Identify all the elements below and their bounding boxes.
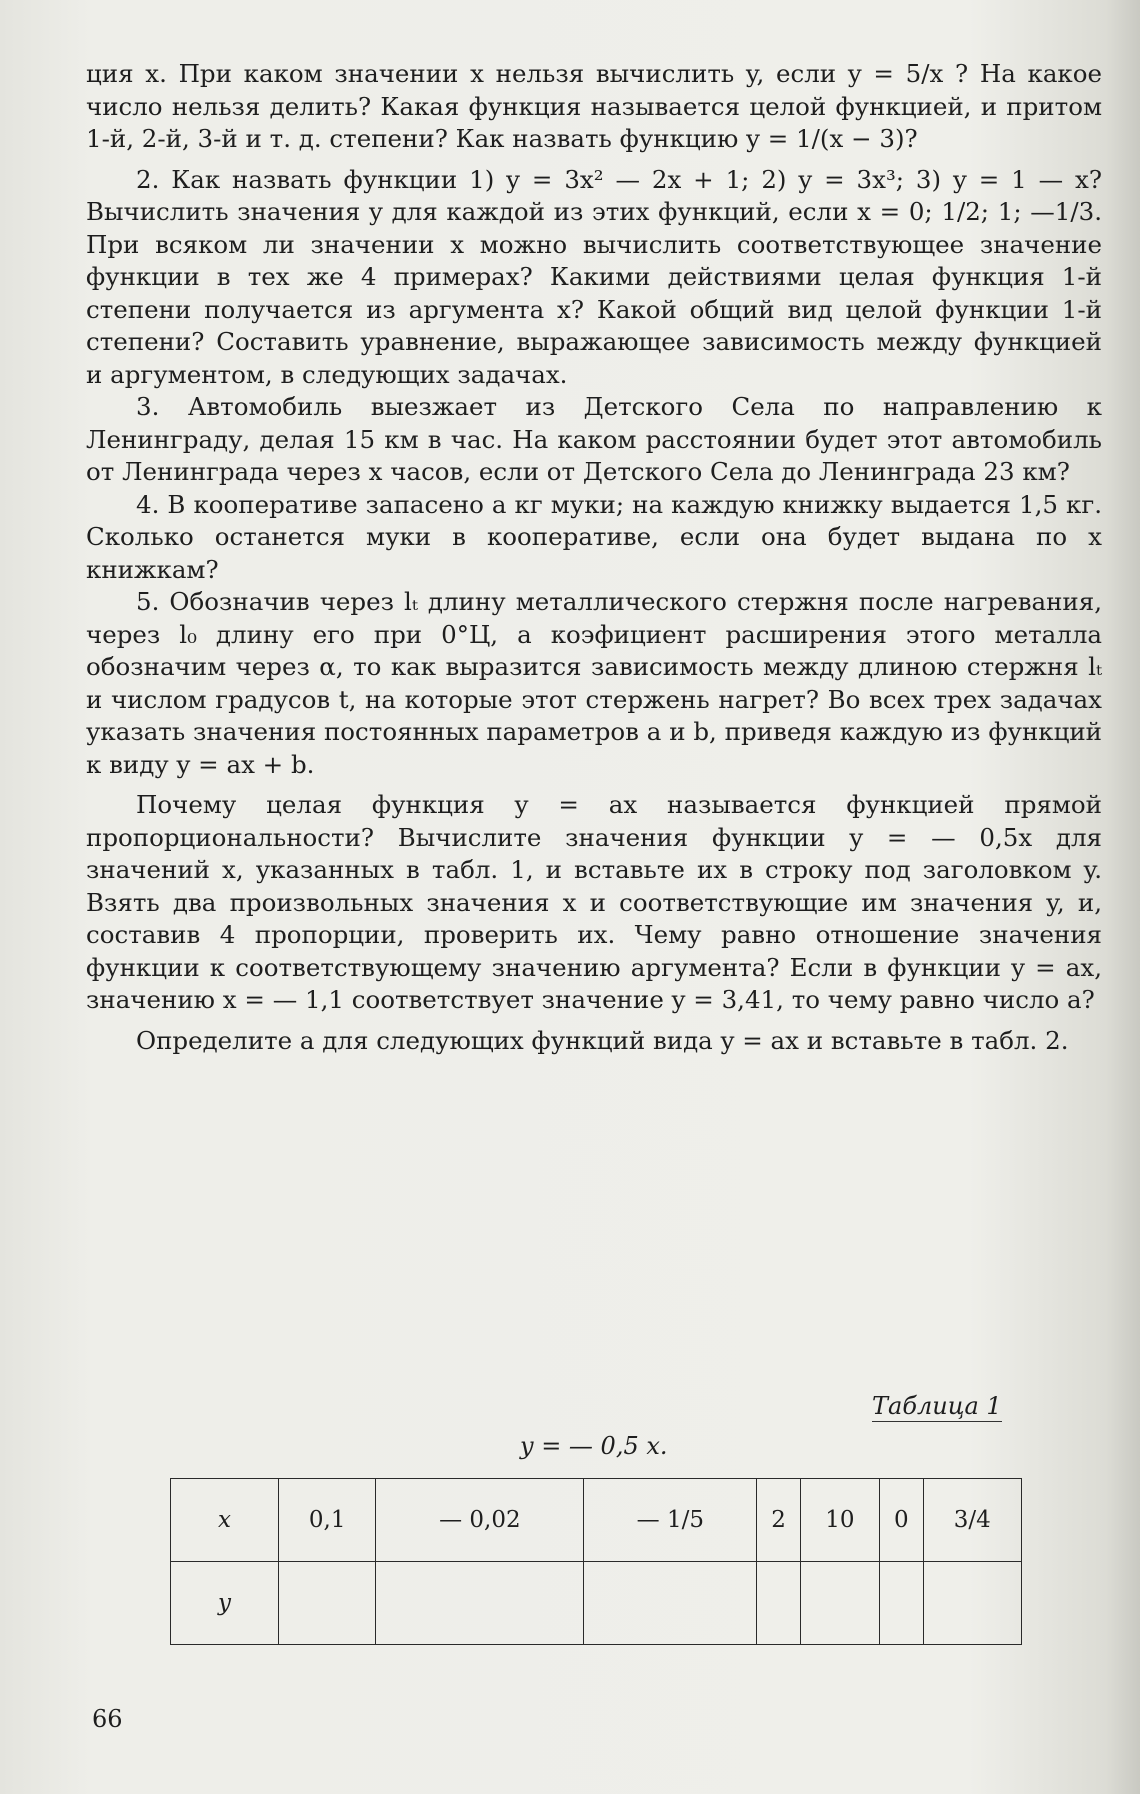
paragraph: 4. В кооперативе запасено a кг муки; на каждую книжку выдается 1,5 кг. Сколько останется муки в кооперативе, если она будет выдана по x книжкам?	[86, 489, 1102, 584]
table-cell: 3/4	[923, 1479, 1021, 1562]
paragraph: Почему целая функция y = ax называется функцией прямой пропорциональности? Вычислите значения функции y = — 0,5x для значений x, указанных в табл. 1, и вставьте их в строку под заголовком y. Взять два произвольных значения x и соответствующие им значения y, и, составив 4 пропорции, проверить их. Чему равно отношение значения функции к соответствующему значению аргумента? Если в функции y = ax, значению x = — 1,1 соответствует значение y = 3,41, то чему равно число a?	[86, 790, 1102, 1014]
table-cell: 2	[757, 1479, 800, 1562]
body-text	[86, 58, 1102, 1057]
table-cell-empty	[584, 1562, 757, 1645]
row-label-x: x	[171, 1479, 279, 1562]
paragraph: Определите a для следующих функций вида y = ax и вставьте в табл. 2.	[136, 1025, 1069, 1055]
table-formula: y = — 0,5 x.	[520, 1432, 668, 1460]
paragraph: 2. Как назвать функции 1) y = 3x² — 2x + 1; 2) y = 3x³; 3) y = 1 — x? Вычислить значения y для каждой из этих функций, если x = 0; 1/2; 1; —1/3. При всяком ли значении x можно вычислить соответствующее значение функции в тех же 4 примерах? Какими действиями целая функция 1-й степени получается из аргумента x? Какой общий вид целой функции 1-й степени? Составить уравнение, выражающее зависимость между функцией и аргументом, в следующих задачах.	[86, 164, 1102, 389]
values-table	[170, 1478, 1022, 1645]
table-caption: Таблица 1	[872, 1392, 1002, 1420]
table-cell-empty	[800, 1562, 879, 1645]
table-cell-empty	[279, 1562, 376, 1645]
table-cell: 10	[800, 1479, 879, 1562]
table-row	[171, 1479, 1022, 1562]
paragraph: 3. Автомобиль выезжает из Детского Села по направлению к Ленинграду, делая 15 км в час. На каком расстоянии будет этот автомобиль от Ленинграда через x часов, если от Детского Села до Ленинграда 23 км?	[86, 392, 1102, 486]
table-cell-empty	[923, 1562, 1021, 1645]
paragraph: ция x. При каком значении x нельзя вычислить y, если y = 5/x ? На какое число нельзя делить? Какая функция называется целой функцией, и притом 1-й, 2-й, 3-й и т. д. степени? Как назвать функцию y = 1/(x − 3)?	[86, 59, 1102, 153]
table-row	[171, 1562, 1022, 1645]
table-cell: 0,1	[279, 1479, 376, 1562]
table-cell-empty	[880, 1562, 923, 1645]
paragraph: 5. Обозначив через lₜ длину металлического стержня после нагревания, через l₀ длину его при 0°Ц, а коэфициент расширения этого металла обозначим через α, то как выразится зависимость между длиною стержня lₜ и числом градусов t, на которые этот стержень нагрет? Во всех трех задачах указать значения постоянных параметров a и b, приведя каждую из функций к виду y = ax + b.	[86, 587, 1102, 779]
table-cell: — 0,02	[376, 1479, 584, 1562]
table-cell-empty	[757, 1562, 800, 1645]
table-cell: — 1/5	[584, 1479, 757, 1562]
row-label-y: y	[171, 1562, 279, 1645]
page-number: 66	[92, 1705, 123, 1733]
table-cell-empty	[376, 1562, 584, 1645]
table-cell: 0	[880, 1479, 923, 1562]
